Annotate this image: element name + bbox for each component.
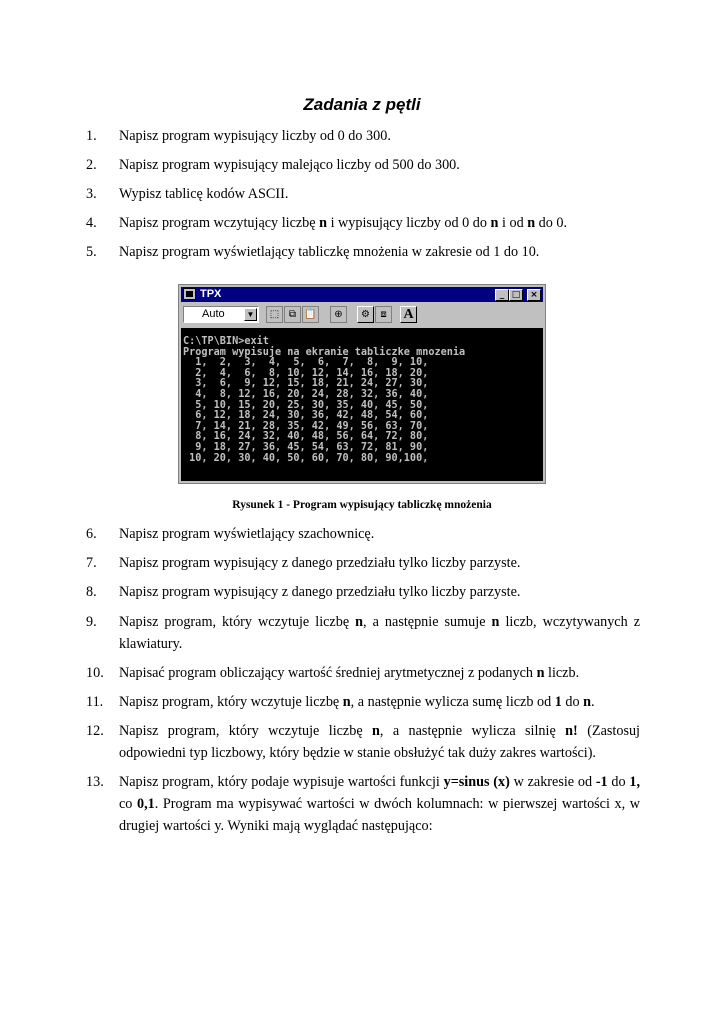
window-toolbar — [181, 304, 543, 326]
item-text: Napisz program wypisujący z danego przedziału tylko liczby parzyste. — [119, 584, 521, 600]
console-line: Program wypisuje na ekranie tabliczke mnozenia — [183, 346, 466, 358]
item-text: Napisz program wczytujący liczbę n i wypisujący liczby od 0 do n i od n do 0. — [119, 215, 568, 231]
font-button[interactable]: A — [400, 306, 417, 323]
page-title: Zadania z pętli — [303, 95, 421, 114]
tpx-window — [178, 284, 546, 484]
item-number: 7. — [86, 555, 97, 571]
item-number: 4. — [86, 215, 97, 231]
item-text: Napisz program wypisujący liczby od 0 do 300. — [119, 128, 391, 144]
font-size-select[interactable] — [183, 306, 259, 323]
item-text: Napisz program, który wczytuje liczbę n, a następnie sumuje n liczb, wczytywanych z klawiatury. — [119, 614, 641, 652]
item-number: 1. — [86, 128, 97, 144]
console-line: 4, 8, 12, 16, 20, 24, 28, 32, 36, 40, — [183, 388, 429, 400]
console-line: 7, 14, 21, 28, 35, 42, 49, 56, 63, 70, — [183, 420, 429, 432]
fullscreen-icon[interactable]: ⊕ — [330, 306, 347, 323]
item-number: 2. — [86, 157, 97, 173]
chevron-down-icon[interactable]: ▼ — [244, 308, 257, 321]
item-text: Napisz program wyświetlający szachownicę. — [119, 526, 375, 542]
font-size-value: Auto — [202, 308, 225, 320]
console-line: C:\TP\BIN>exit — [183, 336, 269, 347]
close-button[interactable]: × — [527, 289, 541, 301]
item-number: 9. — [86, 614, 97, 630]
copy-icon[interactable]: ⧉ — [284, 306, 301, 323]
window-title: TPX — [200, 288, 222, 300]
item-text: Napisz program, który wczytuje liczbę n, a następnie wylicza sumę liczb od 1 do n. — [119, 694, 595, 710]
item-text: Napisz program wypisujący malejąco liczby od 500 do 300. — [119, 157, 460, 173]
console-line: 5, 10, 15, 20, 25, 30, 35, 40, 45, 50, — [183, 399, 429, 411]
mark-icon[interactable]: ⬚ — [266, 306, 283, 323]
console-line: 9, 18, 27, 36, 45, 54, 63, 72, 81, 90, — [183, 441, 429, 453]
item-number: 6. — [86, 526, 97, 542]
console-line: 3, 6, 9, 12, 15, 18, 21, 24, 27, 30, — [183, 378, 429, 390]
item-text: Napisz program, który wczytuje liczbę n, a następnie wylicza silnię n! (Zastosuj odpowiedni typ liczbowy, który będzie w stanie obsłużyć tak duży zakres wartości). — [119, 723, 640, 761]
item-number: 11. — [86, 694, 104, 710]
figure-caption: Rysunek 1 - Program wypisujący tabliczkę mnożenia — [232, 499, 492, 511]
item-number: 12. — [86, 723, 104, 739]
app-icon — [183, 288, 196, 300]
console-line: 10, 20, 30, 40, 50, 60, 70, 80, 90,100, — [183, 452, 429, 464]
minimize-button[interactable]: _ — [495, 289, 509, 301]
item-number: 5. — [86, 244, 97, 260]
maximize-button[interactable]: □ — [509, 289, 523, 301]
console-output — [181, 328, 543, 481]
item-number: 10. — [86, 665, 104, 681]
item-text: Napisz program wypisujący z danego przedziału tylko liczby parzyste. — [119, 555, 521, 571]
item-number: 3. — [86, 186, 97, 202]
item-text: Wypisz tablicę kodów ASCII. — [119, 186, 289, 202]
properties-icon[interactable]: ⚙ — [357, 306, 374, 323]
window-titlebar — [181, 287, 543, 302]
console-line: 2, 4, 6, 8, 10, 12, 14, 16, 18, 20, — [183, 367, 429, 379]
item-text: Napisz program wyświetlający tabliczkę mnożenia w zakresie od 1 do 10. — [119, 244, 540, 260]
console-line: 1, 2, 3, 4, 5, 6, 7, 8, 9, 10, — [183, 357, 429, 369]
background-icon[interactable]: ⧈ — [375, 306, 392, 323]
item-text: Napisać program obliczający wartość średniej arytmetycznej z podanych n liczb. — [119, 665, 580, 681]
paste-icon[interactable]: 📋 — [302, 306, 319, 323]
item-text: Napisz program, który podaje wypisuje wartości funkcji y=sinus (x) w zakresie od -1 do 1, co 0,1. Program ma wypisywać wartości w dwóch kolumnach: w pierwszej wartości x, w drugiej wartości y. Wyniki mają wyglądać następująco: — [119, 774, 640, 834]
console-line: 6, 12, 18, 24, 30, 36, 42, 48, 54, 60, — [183, 410, 429, 422]
console-line: 8, 16, 24, 32, 40, 48, 56, 64, 72, 80, — [183, 431, 429, 443]
item-number: 13. — [86, 774, 104, 790]
item-number: 8. — [86, 584, 97, 600]
